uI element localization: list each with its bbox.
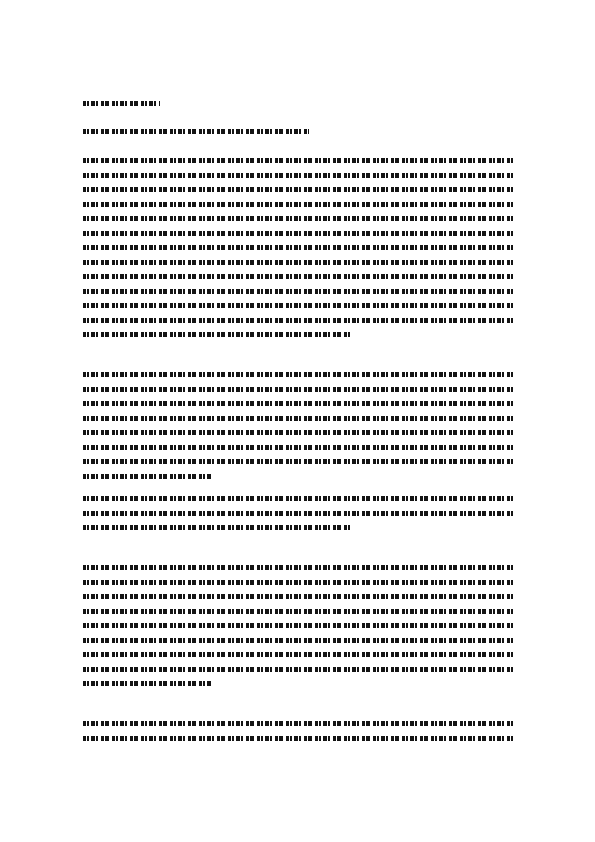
paragraph-1 [83,158,513,347]
document-label [83,101,160,106]
document-title [83,129,309,134]
paragraph-3 [83,496,513,540]
paragraph-4 [83,565,513,696]
paragraph-2 [83,372,513,488]
paragraph-5 [83,721,513,750]
